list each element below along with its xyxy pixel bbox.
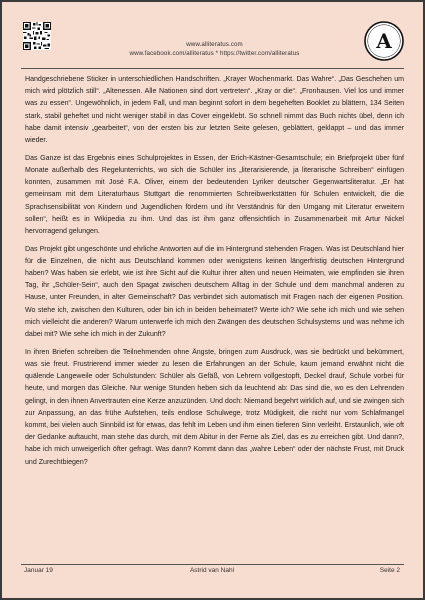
article-body [25,74,404,474]
qr-code-icon [23,22,51,50]
website-link[interactable]: www.alliteratus.com [186,41,243,48]
footer-date: Januar 19 [24,567,53,574]
header-divider [21,68,404,69]
footer-divider [21,564,404,565]
paragraph: Das Ganze ist das Ergebnis eines Schulprojektes in Essen, der Erich-Kästner-Gesamtschule; ein Briefprojekt über fünf Monate außerhalb des Regelunterrichts, wo sich die Schüler ins „literarisierende, ja literarische Schreiben“ einfügen konnten, zusammen mit José F.A. Oliver, einem der bedeutenden Lyriker deutscher Gegenwartsliteratur. „Er hat gemeinsam mit dem Literaturhaus Stuttgart die renommierten Schreibwerkstätten für Schulen entwickelt, die die Sprachsensibilität von Kindern und Jugendlichen fördern und ihr Verständnis für den Umgang mit Literatur erweitern sollen“, heißt es in Wikipedia zu ihm. Und das ist ihm ganz offensichtlich in Zusammenarbeit mit Artur Nickel hervorragend gelungen. [25,154,404,235]
paragraph: Das Projekt gibt ungeschönte und ehrliche Antworten auf die im Hintergrund stehenden Fragen. Was ist Deutschland hier für die Einzelnen, die nicht aus Deutschland kommen oder wenigstens keinen längerfristig deutschen Hintergrund haben? Was haben sie erlebt, wie ist ihre Sicht auf die Kultur ihrer alten und neuen Heimaten, wie empfinden sie ihren Tag, ihr „Schüler-Sein“, auch den Spagat zwischen deutschem Alltag in der Schule und dem manchmal anderen zu Hause, unter Freunden, in alter Gemeinschaft? Das verbindet sich automatisch mit Fragen nach der eigenen Position. Wo stehe ich, zwischen den Kulturen, oder bin ich in beiden beheimatet? Werte ich? Wie sehe ich mich und wie sehen mich vielleicht die anderen? Warum unterwerfe ich mich den Zwängen des deutschen Schulsystems und was nehme ich dabei mit? Wie sehe ich mich in der Zukunft? [25,245,404,339]
paragraph: In ihren Briefen schreiben die Teilnehmenden ohne Ängste, bringen zum Ausdruck, was sie bedrückt und bekümmert, was sie freut. Frustrierend immer wieder zu lesen die Erfahrungen an der Schule, kaum jemand erwähnt nicht die quälende Langeweile oder Schulstunden: Schüler als Gefäß, von Lehrern vollgestopft, Deckel drauf, Schule vorbei für heute, und morgen das Gleiche. Nur wenige Stunden heben sich da leuchtend ab: Das sind die, wo es den Lehrenden gelingt, in den ihnen Anvertrauten eine Kerze anzuzünden. Und doch: Niemand begehrt wirklich auf, und sie zwingen sich zur Anpassung, an das frühe Aufstehen, teils endlose Schulwege, trotz Müdigkeit, die nicht nur vom Schlafmangel kommt, bei vielen auch Sinnbild ist für etwas, das fehlt im Leben und ihm einen tieferen Sinn verleiht. Erstaunlich, wie oft der Gedanke auftaucht, man stehe das durch, mit dem Abitur in der Ferne als Ziel, das es zu erreichen gibt. Und dann?, habe ich mich unweigerlich öfter gefragt. Was dann? Kommt dann das „wahre Leben“ oder der nächste Frust, mit Druck und Zurechtbiegen? [25,348,404,466]
logo-letter: A [376,29,392,53]
footer-author: Astrid van Nahl [189,567,235,574]
paragraph: Handgeschriebene Sticker in unterschiedlichen Handschriften. „Krayer Wochenmarkt. Das Wahre“. „Das Geschehen um mich wird plötzlich still“. „Altenessen. Alle Nationen sind dort vertreten“. „Kray or die“. „Fronhausen. Viel los und immer was zu essen“. Ungewöhnlich, in jedem Fall, und man beginnt sofort in dem begeheften Booklet zu blättern, 134 Seiten stark, stabil geheftet und nicht weniger stabil in das Cover eingeklebt. So schnell nimmt das Buch nichts übel, denn ich habe damit intensiv „gearbeitet“, von der ersten bis zur letzten Seite gelesen, geblättert, geklappt – und das immer wieder. [25,76,404,145]
social-links[interactable]: www.facebook.com/alliteratus * https://twitter.com/alliteratus [129,50,300,57]
footer-page-number: Seite 2 [379,567,400,574]
header-links [112,40,317,58]
alliteratus-logo-icon [364,21,404,61]
